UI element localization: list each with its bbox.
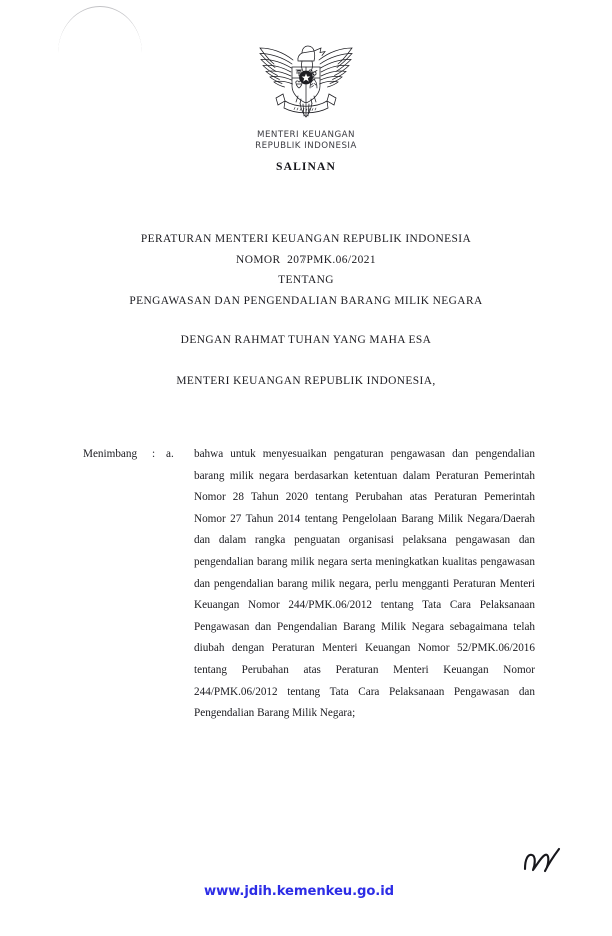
regulation-number-line — [0, 250, 612, 271]
issuing-authority-line: MENTERI KEUANGAN REPUBLIK INDONESIA, — [176, 375, 436, 387]
regulation-number-label: NOMOR — [236, 253, 281, 266]
regulation-number-value: 207 — [287, 253, 306, 266]
divine-invocation-line: DENGAN RAHMAT TUHAN YANG MAHA ESA — [180, 334, 432, 346]
considerans-item-text: bahwa untuk menyesuaikan pengaturan pengawasan dan pengendalian barang milik negara berdasarkan ketentuan dalam Peraturan Pemerintah Nomor 28 Tahun 2020 tentang Perubahan atas Peraturan Pemerintah Nomor 27 Tahun 2014 tentang Pengelolaan Barang Milik Negara/Daerah dan dalam rangka penguatan organisasi pelaksana pengawasan dan pengendalian barang milik negara serta meningkatkan kualitas pengawasan dan pengendalian barang milik negara, perlu mengganti Peraturan Menteri Keuangan Nomor 244/PMK.06/2012 tentang Tata Cara Pelaksanaan Pengawasan dan Pengendalian Barang Milik Negara sebagaimana telah diubah dengan Peraturan Menteri Keuangan Nomor 52/PMK.06/2016 tentang Perubahan atas Peraturan Menteri Keuangan Nomor 244/PMK.06/2012 tentang Tata Cara Pelaksanaan Pengawasan dan Pengendalian Barang Milik Negara; — [194, 448, 535, 720]
regulation-number-suffix: /PMK.06/2021 — [302, 253, 376, 266]
copy-mark-salinan: SALINAN — [276, 159, 336, 173]
handwritten-initial-mark — [519, 843, 571, 883]
regulation-about-label: TENTANG — [278, 274, 334, 286]
ministry-name-line-1: MENTERI KEUANGAN — [257, 130, 355, 140]
garuda-pancasila-emblem — [254, 38, 358, 124]
regulation-title-line: PERATURAN MENTERI KEUANGAN REPUBLIK INDONESIA — [140, 233, 472, 245]
considerans-section — [83, 444, 535, 725]
considerans-item-letter: a. — [166, 448, 174, 460]
considerans-label: Menimbang — [83, 448, 138, 460]
considerans-colon: : — [152, 448, 156, 460]
footer-jdih-url[interactable]: www.jdih.kemenkeu.go.id — [204, 884, 394, 899]
regulation-subject: PENGAWASAN DAN PENGENDALIAN BARANG MILIK NEGARA — [129, 294, 483, 307]
considerans-item-body — [194, 444, 535, 725]
ministry-name-line-2: REPUBLIK INDONESIA — [255, 141, 357, 152]
masthead — [0, 38, 612, 173]
regulation-title-block — [0, 229, 612, 311]
